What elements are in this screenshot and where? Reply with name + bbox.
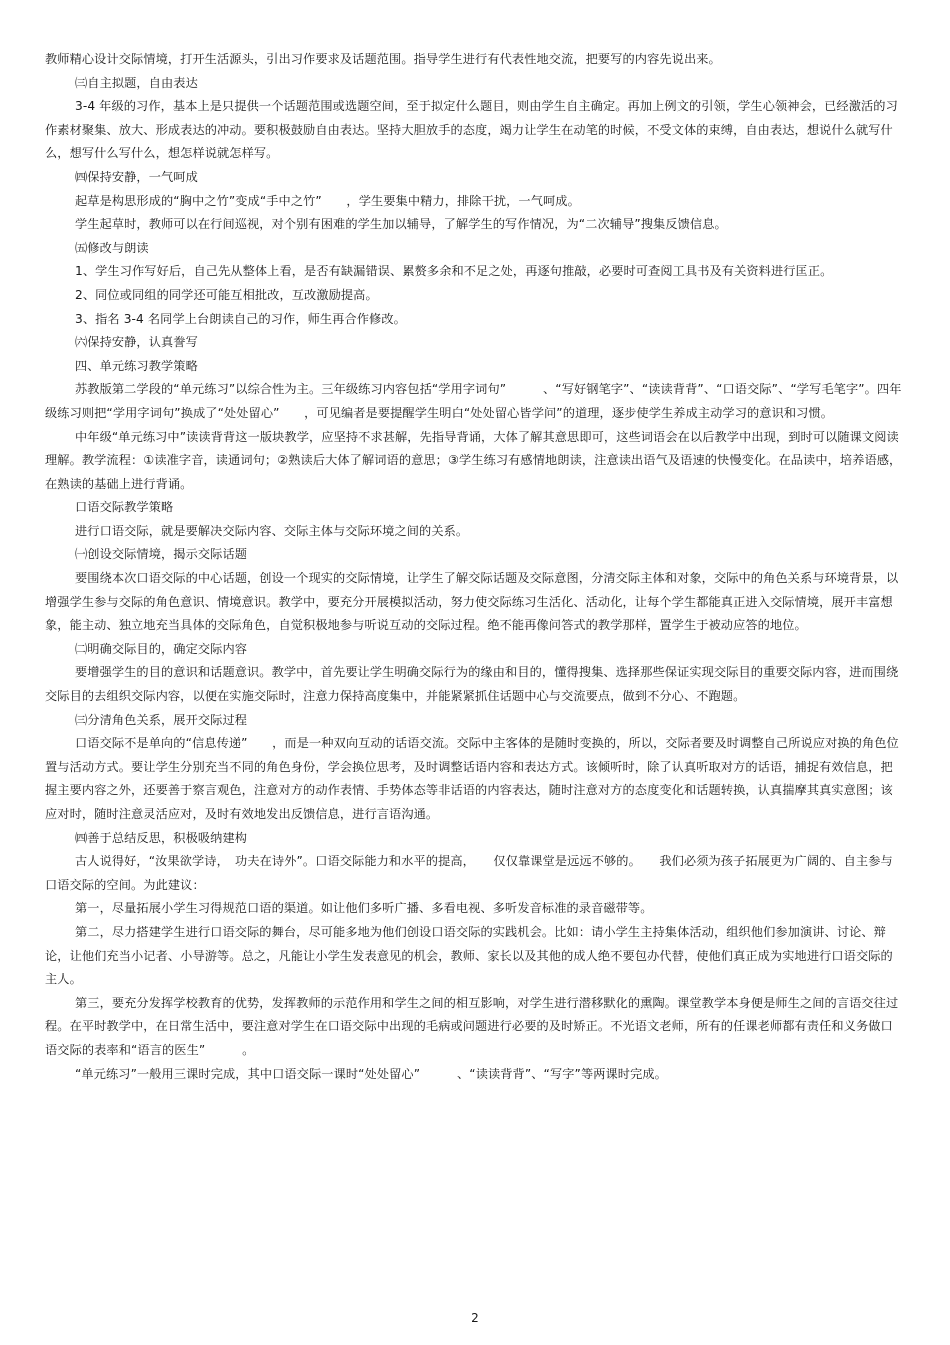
section-heading: ㈥保持安静，认真誊写 (75, 335, 198, 350)
section-heading: ㈠创设交际情境，揭示交际话题 (75, 547, 248, 562)
section-heading: ㈣保持安静，一气呵成 (75, 169, 198, 184)
paragraph: 进行口语交际，就是要解决交际内容、交际主体与交际环境之间的关系。 (75, 523, 469, 538)
paragraph: 起草是构思形成的“胸中之竹”变成“手中之竹” ，学生要集中精力，排除干扰，一气呵成。 (75, 193, 580, 208)
paragraph: 3、指名 3-4 名同学上台朗读自己的习作，师生再合作修改。 (75, 311, 406, 326)
section-heading: 四、单元练习教学策略 (75, 358, 198, 373)
section-heading: ㈢自主拟题，自由表达 (75, 75, 198, 90)
section-heading: ㈣善于总结反思，积极吸纳建构 (75, 830, 248, 845)
paragraph: 2、同位或同组的同学还可能互相批改，互改激励提高。 (75, 287, 378, 302)
paragraph: 中年级“单元练习中”读读背背这一版块教学，应坚持不求甚解，先指导背诵，大体了解其意思即可，这些词语会在以后教学中出现，到时可以随课文阅读理解。教学流程：①读准字音，读通词句；②熟读后大体了解词语的意思；③学生练习有感情地朗读，注意读出语气及语速的快慢变化。在品读中，培养语感，在熟读的基础上进行背诵。 (45, 429, 902, 491)
paragraph: 第三，要充分发挥学校教育的优势，发挥教师的示范作用和学生之间的相互影响，对学生进行潜移默化的熏陶。课堂教学本身便是师生之间的言语交往过程。在平时教学中，在日常生活中，要注意对学生在口语交际中出现的毛病或问题进行必要的及时矫正。不光语文老师，所有的任课老师都有责任和义务做口语交际的表率和“语言的医生” 。 (45, 995, 899, 1057)
paragraph: 古人说得好，“汝果欲学诗， 功夫在诗外”。口语交际能力和水平的提高， 仅仅靠课堂是远远不够的。 我们必须为孩子拓展更为广阔的、自主参与口语交际的空间。为此建议： (45, 854, 893, 892)
paragraph: 要围绕本次口语交际的中心话题，创设一个现实的交际情境，让学生了解交际话题及交际意图，分清交际主体和对象，交际中的角色关系与环境背景，以增强学生参与交际的角色意识、情境意识。教学中，要充分开展模拟活动，努力使交际练习生活化、活动化，让每个学生都能真正进入交际情境，展开丰富想象，能主动、独立地充当具体的交际角色，自觉积极地参与听说互动的交际过程。绝不能再像问答式的教学那样，置学生于被动应答的地位。 (45, 571, 899, 633)
paragraph: 苏教版第二学段的“单元练习”以综合性为主。三年级练习内容包括“学用字词句” 、“写好钢笔字”、“读读背背”、“口语交际”、“学写毛笔字”。四年级练习则把“学用字词句”换成了“处处留心” ，可见编者是要提醒学生明白“处处留心皆学问”的道理，逐步使学生养成主动学习的意识和习惯。 (45, 382, 902, 420)
section-heading: ㈤修改与朗读 (75, 240, 149, 255)
paragraph: 第一，尽量拓展小学生习得规范口语的渠道。如让他们多听广播、多看电视、多听发音标准的录音磁带等。 (75, 901, 653, 916)
paragraph: 3-4 年级的习作，基本上是只提供一个话题范围或选题空间，至于拟定什么题目，则由学生自主确定。再加上例文的引领，学生心领神会，已经激活的习作素材聚集、放大、形成表达的冲动。要积极鼓励自由表达。坚持大胆放手的态度，竭力让学生在动笔的时候，不受文体的束缚，自由表达，想说什么就写什么，想写什么写什么，想怎样说就怎样写。 (45, 99, 898, 161)
paragraph: 学生起草时，教师可以在行间巡视，对个别有困难的学生加以辅导，了解学生的写作情况，为“二次辅导”搜集反馈信息。 (75, 217, 727, 232)
document-body (45, 48, 905, 1086)
paragraph: 要增强学生的目的意识和话题意识。教学中，首先要让学生明确交际行为的缘由和目的，懂得搜集、选择那些保证实现交际目的重要交际内容，进而围绕交际目的去组织交际内容，以便在实施交际时，注意力保持高度集中，并能紧紧抓住话题中心与交流要点，做到不分心、不跑题。 (45, 665, 899, 704)
section-heading: ㈡明确交际目的，确定交际内容 (75, 641, 248, 656)
page-number: 2 (471, 1311, 479, 1325)
paragraph: “单元练习”一般用三课时完成，其中口语交际一课时“处处留心” 、“读读背背”、“写字”等两课时完成。 (75, 1066, 667, 1081)
paragraph: 口语交际不是单向的“信息传递” ，而是一种双向互动的话语交流。交际中主客体的是随时变换的，所以，交际者要及时调整自己所说应对换的角色位置与活动方式。要让学生分别充当不同的角色身份，学会换位思考，及时调整话语内容和表达方式。该倾听时，除了认真听取对方的话语，捕捉有效信息，把握主要内容之外，还要善于察言观色，注意对方的动作表情、手势体态等非话语的内容表达，随时注意对方的态度变化和话题转换，认真揣摩其真实意图；该应对时，随时注意灵活应对，及时有效地发出反馈信息，进行言语沟通。 (45, 736, 899, 821)
paragraph: 第二，尽力搭建学生进行口语交际的舞台，尽可能多地为他们创设口语交际的实践机会。比如：请小学生主持集体活动，组织他们参加演讲、讨论、辩论，让他们充当小记者、小导游等。总之，凡能让小学生发表意见的机会，教师、家长以及其他的成人绝不要包办代替，使他们真正成为实地进行口语交际的主人。 (45, 924, 893, 987)
section-heading: 口语交际教学策略 (75, 500, 174, 515)
paragraph: 1、学生习作写好后，自己先从整体上看，是否有缺漏错误、累赘多余和不足之处，再逐句推敲，必要时可查阅工具书及有关资料进行匡正。 (75, 264, 833, 279)
section-heading: ㈢分清角色关系，展开交际过程 (75, 712, 248, 727)
paragraph: 教师精心设计交际情境，打开生活源头，引出习作要求及话题范围。指导学生进行有代表性地交流，把要写的内容先说出来。 (45, 52, 721, 66)
